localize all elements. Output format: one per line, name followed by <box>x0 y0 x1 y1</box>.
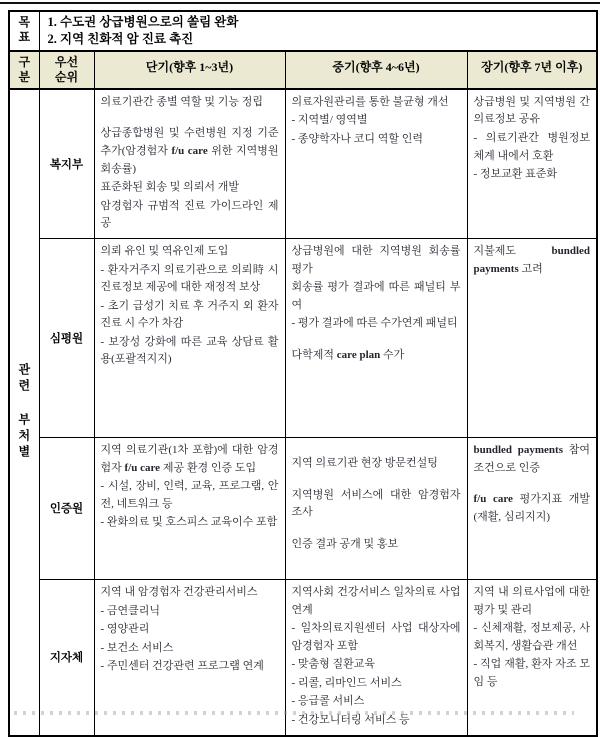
cell-long-term <box>467 437 597 579</box>
cell-long-term <box>467 238 597 437</box>
cell-line: 의료기관간 종별 역할 및 기능 정립 <box>100 95 264 108</box>
cell-line: 암경험자 규범적 진료 가이드라인 제공 <box>100 199 279 230</box>
cell-line: 회송률 평가 결과에 따른 패널티 부여 <box>291 281 461 311</box>
cell-line: - 완화의료 및 호스피스 교육이수 포함 <box>100 516 278 529</box>
cell-line: - 금연클리닉 <box>100 604 161 617</box>
header-group-label: 구분 <box>18 54 31 84</box>
goal-text-cell <box>39 11 597 51</box>
header-group-cell <box>9 51 39 89</box>
cell-line: - 영양관리 <box>100 623 150 636</box>
cell-line: - 보건소 서비스 <box>100 641 174 654</box>
cell-gap <box>292 523 461 536</box>
cell-line: - 환자거주지 의료기관으로 의뢰時 시 진료정보 제공에 대한 재정적 보상 <box>100 263 279 294</box>
cell-line: 지불제도 bundled payments 고려 <box>473 244 590 275</box>
cell-line: 다학제적 care plan 수가 <box>291 348 405 361</box>
table-row <box>9 238 597 437</box>
cell-short-term <box>94 437 285 579</box>
cell-line: 의료자원관리를 통한 불균형 개선 <box>291 95 449 108</box>
cell-line: - 일차의료지원센터 사업 대상자에 암경험자 포함 <box>291 622 461 652</box>
cell-line: 상급종합병원 및 수련병원 지정 기준 추가(암경험자 f/u care 위한 지역병원 회송률) <box>100 127 279 175</box>
cell-line: - 신체재활, 정보제공, 사회복지, 생활습관 개선 <box>473 622 590 652</box>
cell-line: - 시설, 장비, 인력, 교육, 프로그램, 안전, 네트워크 등 <box>100 480 279 510</box>
cell-short-term <box>94 89 285 239</box>
cell-mid-term <box>285 238 467 437</box>
header-long-term: 장기(향후 7년 이후) <box>467 51 597 89</box>
group-label: 관련 부처별 <box>16 363 31 462</box>
page-cut-text-artifact <box>14 711 574 715</box>
cell-line: 지역사회 건강서비스 일차의료 사업 연계 <box>291 585 461 616</box>
agency-label: 심평원 <box>49 332 84 345</box>
group-label-cell <box>9 89 39 736</box>
cell-line: 지역병원 서비스에 대한 암경험자 조사 <box>291 488 461 519</box>
header-priority-label: 우선순위 <box>54 54 79 84</box>
cell-gap <box>292 442 461 455</box>
cell-line: - 리콜, 리마인드 서비스 <box>291 676 402 689</box>
cell-line: - 평가 결과에 따른 수가연계 패널티 <box>291 317 458 330</box>
cell-line: 지역 의료기관 현장 방문컨설팅 <box>291 456 438 469</box>
cell-line: 지역 내 의료사업에 대한 평가 및 관리 <box>473 585 590 616</box>
table-row <box>9 89 597 239</box>
cell-mid-term <box>285 437 467 579</box>
cell-line: - 정보교환 표준화 <box>473 168 558 181</box>
table-row <box>9 437 597 579</box>
cell-line: - 보장성 강화에 따른 교육 상담료 활용(포괄적지지) <box>100 335 279 366</box>
cell-line: - 직업 재활, 환자 자조 모임 등 <box>473 658 590 688</box>
cell-line: 지역 내 암경험자 건강관리서비스 <box>100 585 258 598</box>
agency-cell <box>39 238 94 437</box>
cell-gap <box>292 474 461 487</box>
cell-gap <box>292 334 461 347</box>
cell-line: f/u care 평가지표 개발(재활, 심리지지) <box>473 493 590 523</box>
cell-line: 표준화된 회송 및 의뢰서 개발 <box>100 181 240 194</box>
cell-line: bundled payments 참여조건으로 인증 <box>473 443 590 474</box>
goal-line-1: 1. 수도권 상급병원으로의 쏠림 완화 <box>47 15 239 29</box>
cell-line: - 지역별/ 영역별 <box>291 114 368 127</box>
cell-line: - 주민센터 건강관련 프로그램 연계 <box>100 660 264 673</box>
agency-cell <box>39 89 94 239</box>
agency-cell <box>39 437 94 579</box>
header-mid-term: 중기(향후 4~6년) <box>285 51 467 89</box>
header-priority-cell <box>39 51 94 89</box>
cell-line: - 건강모니터링 서비스 등 <box>291 714 410 727</box>
cell-line: - 응급콜 서비스 <box>291 695 365 708</box>
goal-line-2: 2. 지역 친화적 암 진료 촉진 <box>47 31 194 46</box>
cell-line: 상급병원 및 지역병원 간 의료정보 공유 <box>473 95 590 126</box>
goal-label: 목표 <box>18 15 31 44</box>
cell-line: - 맞춤형 질환교육 <box>291 658 376 671</box>
cell-line: - 의료기관간 병원정보 체계 내에서 호환 <box>473 131 590 162</box>
agency-label: 인증원 <box>49 503 84 516</box>
policy-roadmap-table <box>8 10 598 737</box>
cell-line: 의뢰 유인 및 역유인제 도입 <box>100 244 229 257</box>
cell-line: 지역 의료기관(1차 포함)에 대한 암경험자 f/u care 제공 환경 인증 도입 <box>100 443 279 474</box>
cell-line: 인증 결과 공개 및 홍보 <box>291 537 399 550</box>
cell-gap <box>101 112 279 125</box>
cell-line: 상급병원에 대한 지역병원 회송률 평가 <box>291 244 461 275</box>
page-top-rule <box>0 2 600 4</box>
header-short-term: 단기(향후 1~3년) <box>94 51 285 89</box>
goal-label-cell <box>9 11 39 51</box>
cell-line: - 종양학자나 코디 역할 인력 <box>291 132 424 145</box>
cell-long-term <box>467 89 597 239</box>
cell-line: - 초기 급성기 치료 후 거주지 외 환자 진료 시 수가 차감 <box>100 299 279 330</box>
agency-label: 지자체 <box>49 652 84 665</box>
cell-gap <box>474 478 591 491</box>
table-header-row <box>9 51 597 89</box>
cell-mid-term <box>285 89 467 239</box>
goal-row <box>9 11 597 51</box>
agency-label: 복지부 <box>49 158 84 171</box>
cell-short-term <box>94 238 285 437</box>
